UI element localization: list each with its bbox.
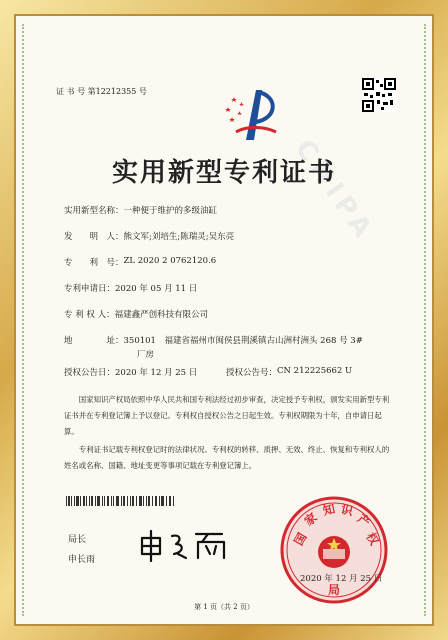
svg-text:家: 家 (301, 510, 320, 529)
field-value: ZL 2020 2 0762120.6 (123, 256, 217, 266)
field-value: 熊文军;刘培生;陈瑞灵;吴东亮 (123, 232, 235, 242)
director-title: 局长 (68, 535, 87, 545)
field-row (64, 204, 217, 216)
field-label: 发 明 人： (64, 232, 124, 242)
svg-text:国: 国 (291, 530, 310, 548)
grant-number-label: 授权公告号： (226, 368, 278, 378)
grant-date-value: 2020 年 12 月 25 日 (115, 368, 198, 378)
field-row (64, 334, 363, 346)
field-row (64, 308, 208, 320)
field-value: 厂房 (137, 350, 155, 360)
grant-date-row (64, 366, 197, 378)
svg-text:知: 知 (321, 501, 337, 518)
director-name: 申长雨 (68, 555, 96, 565)
field-row (64, 230, 234, 242)
field-label: 专利申请日： (64, 284, 116, 294)
field-label: 地 址： (64, 336, 124, 346)
certificate-title: 实用新型专利证书 (111, 158, 336, 188)
field-label: 专 利 号： (64, 258, 124, 268)
barcode-icon (66, 496, 176, 506)
field-row-continued (137, 348, 154, 360)
field-value: 2020 年 05 月 11 日 (115, 284, 198, 294)
certificate-number: 证 书 号 第12212355 号 (56, 87, 147, 96)
legal-paragraph-1: 国家知识产权局依照中华人民共和国专利法经过初步审查，决定授予专利权，颁发实用新型专利证书并在专利登记簿上予以登记。专利权自授权公告之日起生效。专利权期限为十年，自申请日起算。 (64, 395, 390, 436)
grant-number-value: CN 212225662 U (277, 366, 353, 376)
decorative-vine-left (22, 24, 42, 616)
field-label: 实用新型名称： (64, 206, 124, 216)
decorative-vine-right (406, 24, 426, 616)
handwritten-signature (136, 528, 246, 562)
svg-text:局: 局 (328, 583, 341, 597)
official-seal (278, 494, 390, 606)
certificate-paper (14, 14, 434, 626)
field-row (64, 282, 197, 294)
legal-paragraph-2: 专利证书记载专利权登记时的法律状况。专利权的转移、质押、无效、终止、恢复和专利权人的姓名或名称、国籍、地址变更等事项记载在专利登记簿上。 (64, 445, 390, 470)
field-row (64, 256, 216, 268)
field-value: 350101 福建省福州市闽侯县荆溪镇古山洲村洲头 268 号 3# (123, 336, 363, 346)
field-value: 一种便于维护的多级油缸 (123, 206, 218, 216)
svg-text:权: 权 (363, 530, 382, 548)
svg-text:产: 产 (354, 511, 373, 530)
page-footer: 第 1 页（共 2 页） (194, 603, 254, 611)
cnipa-emblem-icon (216, 82, 284, 144)
svg-text:识: 识 (339, 502, 355, 519)
grant-number-row (226, 366, 352, 378)
field-label: 专 利 权 人： (64, 310, 115, 320)
cnipa-watermark: CNIPA (288, 134, 381, 248)
field-value: 福建鑫严创科技有限公司 (114, 310, 209, 320)
seal-date: 2020 年 12 月 25 日 (300, 574, 383, 584)
grant-date-label: 授权公告日： (64, 368, 116, 378)
qr-code-icon (362, 78, 396, 112)
